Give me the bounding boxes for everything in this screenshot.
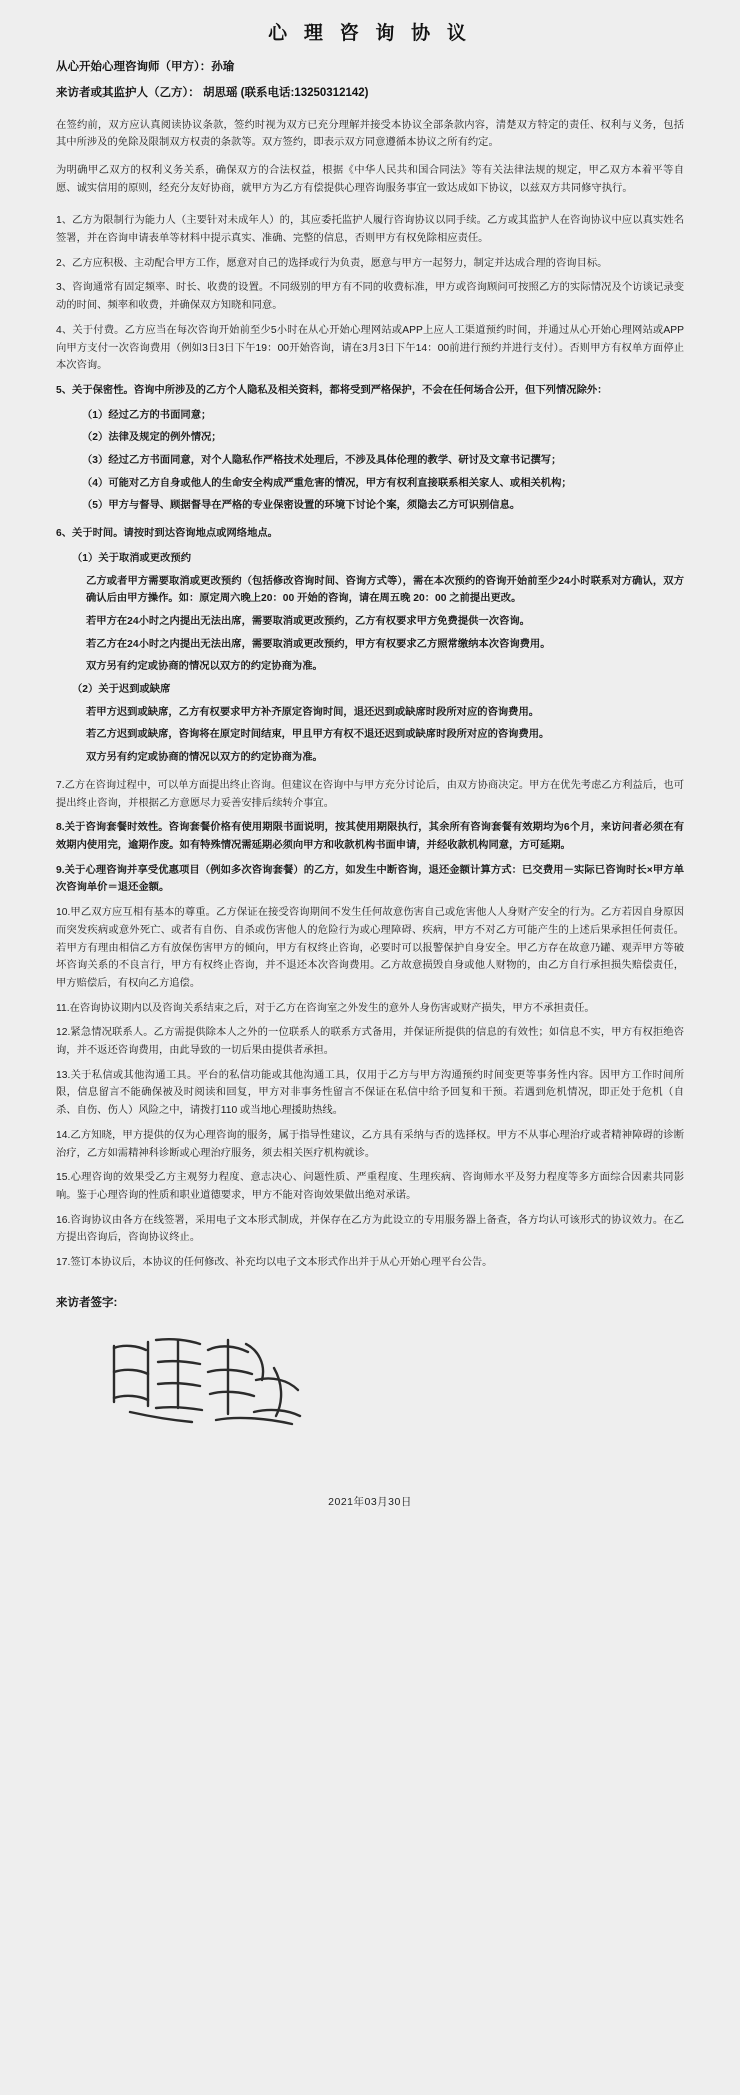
- clause-2: 2、乙方应积极、主动配合甲方工作，愿意对自己的选择或行为负责，愿意与甲方一起努力，制定并达成合理的咨询目标。: [56, 257, 608, 269]
- clause-17: 17.签订本协议后，本协议的任何修改、补充均以电子文本形式作出并于从心开始心理平台公告。: [56, 1257, 493, 1269]
- confidential-item-2: （2）法律及规定的例外情况；: [82, 432, 222, 444]
- handwritten-signature: [96, 1324, 316, 1444]
- clause-12: 12.紧急情况联系人。乙方需提供除本人之外的一位联系人的联系方式备用，并保证所提供的信息的有效性；如信息不实，甲方有权拒绝咨询，并不返还咨询费用，由此导致的一切后果由提供者承担。: [56, 1027, 684, 1057]
- clause-6-item-1-4: 双方另有约定或协商的情况以双方的约定协商为准。: [86, 661, 323, 673]
- clause-6-item-2-1: 若甲方迟到或缺席，乙方有权要求甲方补齐原定咨询时间，退还迟到或缺席时段所对应的咨询费用。: [86, 706, 540, 718]
- clause-16: 16.咨询协议由各方在线签署，采用电子文本形式制成，并保存在乙方为此设立的专用服务器上备查，各方均认可该形式的协议效力。在乙方提出咨询后，咨询协议终止。: [56, 1214, 684, 1244]
- clause-6-item-2-2: 若乙方迟到或缺席，咨询将在原定时间结束，甲且甲方有权不退还迟到或缺席时段所对应的咨询费用。: [86, 729, 550, 741]
- clause-6-item-1-1: 乙方或者甲方需要取消或更改预约（包括修改咨询时间、咨询方式等），需在本次预约的咨询开始前至少24小时联系对方确认，双方确认后由甲方操作。如：原定周六晚上20：00 开始的咨询，请在周五晚 20：00 之前提出更改。: [86, 575, 684, 605]
- confidential-item-1: （1）经过乙方的书面同意；: [82, 409, 212, 421]
- clause-14: 14.乙方知晓，甲方提供的仅为心理咨询的服务，属于指导性建议，乙方具有采纳与否的选择权。甲方不从事心理治疗或者精神障碍的诊断治疗，乙方如需精神科诊断或心理治疗服务，须去相关医疗机构就诊。: [56, 1129, 684, 1159]
- preamble-paragraph-2: 为明确甲乙双方的权利义务关系，确保双方的合法权益，根据《中华人民共和国合同法》等有关法律法规的规定，甲乙双方本着平等自愿、诚实信用的原则，经充分友好协商，就甲方为乙方有偿提供心理咨询服务事宜一致达成如下协议，以兹双方共同修守执行。: [56, 164, 684, 194]
- clause-10: 10.甲乙双方应互相有基本的尊重。乙方保证在接受咨询期间不发生任何故意伤害自己或危害他人人身财产安全的行为。乙方若因自身原因而突发疾病或意外死亡、或者有自伤、自杀或伤害他人的危险行为或心理障碍、疾病，甲方不对乙方可能产生的上述后果承担任何责任。若甲方有理由相信乙方有放保伤害甲方的倾向，甲方有权终止咨询，必要时可以报警保护自身安全。甲乙方存在故意乃罐、观弄甲方等破坏咨询关系的不良言行，甲方有权终止咨询，并不退还本次咨询费用。乙方故意损毁自身或他人财物的，由乙方自行承担损失赔偿责任，甲方赔偿后，有权向乙方追偿。: [56, 907, 684, 989]
- clause-13: 13.关于私信或其他沟通工具。平台的私信功能或其他沟通工具，仅用于乙方与甲方沟通预约时间变更等事务性内容。因甲方工作时间所限，信息留言不能确保被及时阅读和回复，甲方对非事务性留言不保证在私信中给予回复和干预。若遇到危机情况，即正处于危机（自杀、自伤、伤人）风险之中，请拨打110 或当地心理援助热线。: [56, 1069, 684, 1117]
- party-line-second: 来访者或其监护人（乙方）： 胡思瑶 (联系电话:13250312142): [56, 87, 369, 100]
- signature-label: 来访者签字:: [56, 1296, 118, 1309]
- document-body: [0, 59, 740, 1464]
- clause-9: 9.关于心理咨询并享受优惠项目（例如多次咨询套餐）的乙方，如发生中断咨询，退还金额计算方式：已交费用－实际已咨询时长×甲方单次咨询单价＝退还金额。: [56, 864, 684, 894]
- party-line-first: 从心开始心理咨询师（甲方）：孙瑜: [56, 61, 235, 73]
- clause-6-item-1-3: 若乙方在24小时之内提出无法出席，需要取消或更改预约，甲方有权要求乙方照常缴纳本次咨询费用。: [86, 638, 551, 650]
- clause-6-sub-heading-1: （1）关于取消或更改预约: [72, 552, 191, 564]
- signature-date: 2021年03月30日: [328, 1495, 412, 1508]
- clause-6-item-1-2: 若甲方在24小时之内提出无法出席，需要取消或更改预约，乙方有权要求甲方免费提供一次咨询。: [86, 615, 530, 627]
- clause-7: 7.乙方在咨询过程中，可以单方面提出终止咨询。但建议在咨询中与甲方充分讨论后，由双方协商决定。甲方在优先考虑乙方利益后，也可提出终止咨询，并根据乙方意愿尽力妥善安排后续转介事宜。: [56, 779, 684, 809]
- clause-8: 8.关于咨询套餐时效性。咨询套餐价格有使用期限书面说明，按其使用期限执行，其余所有咨询套餐有效期均为6个月，来访问者必须在有效期内使用完，逾期作废。如有特殊情况需延期必须向甲方和收款机构书面申请，并经收款机构同意，方可延期。: [56, 822, 684, 851]
- clause-15: 15.心理咨询的效果受乙方主观努力程度、意志决心、问题性质、严重程度、生理疾病、咨询师水平及努力程度等多方面综合因素共同影响。鉴于心理咨询的性质和职业道德要求，甲方不能对咨询效果做出绝对承诺。: [56, 1172, 684, 1201]
- clause-6-sub-heading-2: （2）关于迟到或缺席: [72, 684, 171, 696]
- clause-4: 4、关于付费。乙方应当在每次咨询开始前至少5小时在从心开始心理网站或APP上应人工渠道预约时间，并通过从心开始心理网站或APP向甲方支付一次咨询费用（例如3日3日下午19：00开始咨询，请在3月3日下午14：00前进行预约并进行支付）。否则甲方有权单方面停止本次咨询。: [56, 324, 684, 372]
- clause-11: 11.在咨询协议期内以及咨询关系结束之后，对于乙方在咨询室之外发生的意外人身伤害或财产损失，甲方不承担责任。: [56, 1002, 595, 1014]
- clause-1: 1、乙方为限制行为能力人（主要针对未成年人）的，其应委托监护人履行咨询协议以同手续。乙方或其监护人在咨询协议中应以真实姓名签署，并在咨询申请表单等材料中提示真实、准确、完整的信息，否则甲方有权免除相应责任。: [56, 215, 684, 245]
- page-title: 心 理 咨 询 协 议: [268, 23, 472, 44]
- clause-6-item-2-3: 双方另有约定或协商的情况以双方的约定协商为准。: [86, 752, 323, 764]
- clause-3: 3、咨询通常有固定频率、时长、收费的设置。不同级别的甲方有不同的收费标准，甲方或咨询顾问可按照乙方的实际情况及个访谈记录变动的时间、频率和收费，并确保双方知晓和同意。: [56, 282, 684, 312]
- confidential-item-5: （5）甲方与督导、顾据督导在严格的专业保密设置的环境下讨论个案，须隐去乙方可识别信息。: [82, 500, 521, 512]
- confidential-item-4: （4）可能对乙方自身或他人的生命安全构成严重危害的情况，甲方有权利直接联系相关家人、或相关机构；: [82, 477, 572, 489]
- signature-area[interactable]: [56, 1314, 684, 1464]
- confidential-item-3: （3）经过乙方书面同意，对个人隐私作严格技术处理后，不涉及具体伦理的教学、研讨及文章书记撰写；: [82, 455, 562, 467]
- clause-6-heading: 6、关于时间。请按时到达咨询地点或网络地点。: [56, 528, 278, 540]
- preamble-paragraph-1: 在签约前，双方应认真阅读协议条款，签约时视为双方已充分理解并接受本协议全部条款内容，清楚双方特定的责任、权利与义务，包括其中所涉及的免除及限制双方权责的条款等。双方签约，即表示双方同意遵循本协议之所有约定。: [56, 119, 684, 149]
- clause-5: 5、关于保密性。咨询中所涉及的乙方个人隐私及相关资料，都将受到严格保护，不会在任何场合公开，但下列情况除外：: [56, 384, 608, 396]
